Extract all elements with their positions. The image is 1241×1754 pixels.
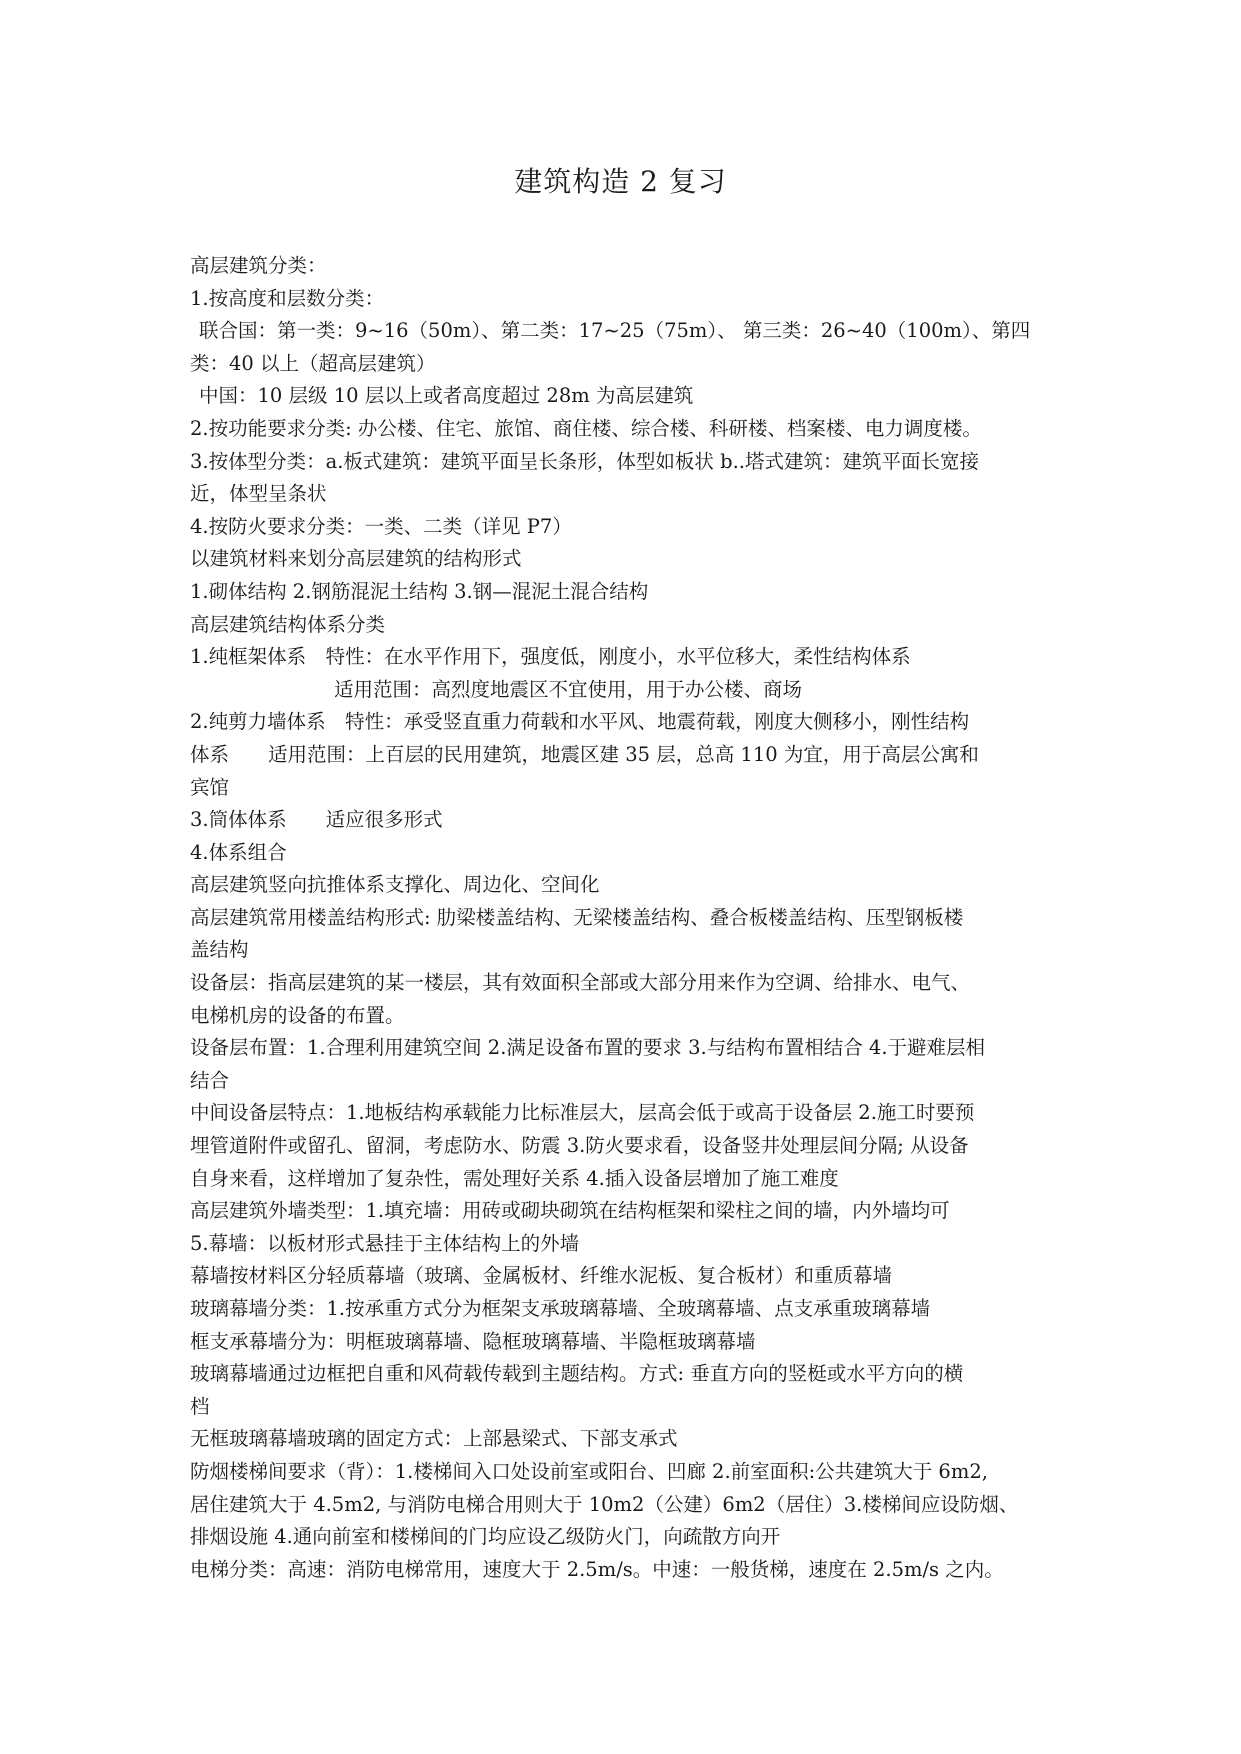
page-title: 建筑构造 2 复习 bbox=[514, 165, 727, 198]
paragraph-line: 联合国：第一类：9~16（50m）、第二类：17~25（75m）、 第三类：26~40（100m）、第四 bbox=[199, 319, 1031, 343]
paragraph-line: 电梯分类：高速：消防电梯常用，速度大于 2.5m/s。中速：一般货梯，速度在 2.5m/s 之内。 bbox=[190, 1557, 1004, 1581]
paragraph-line: 结合 bbox=[190, 1068, 230, 1092]
paragraph-line: 防烟楼梯间要求（背）：1.楼梯间入口处设前室或阳台、凹廊 2.前室面积:公共建筑大于 6m2, bbox=[190, 1459, 988, 1483]
paragraph-line: 埋管道附件或留孔、留洞，考虑防水、防震 3.防火要求看，设备竖井处理层间分隔; 从设备 bbox=[190, 1134, 969, 1158]
paragraph-line: 玻璃幕墙分类：1.按承重方式分为框架支承玻璃幕墙、全玻璃幕墙、点支承重玻璃幕墙 bbox=[190, 1297, 931, 1320]
paragraph-line: 中间设备层特点：1.地板结构承载能力比标准层大，层高会低于或高于设备层 2.施工时要预 bbox=[190, 1101, 975, 1125]
paragraph-line: 设备层布置：1.合理利用建筑空间 2.满足设备布置的要求 3.与结构布置相结合 4.于避难层相 bbox=[190, 1036, 986, 1060]
paragraph-line: 框支承幕墙分为：明框玻璃幕墙、隐框玻璃幕墙、半隐框玻璃幕墙 bbox=[190, 1329, 756, 1353]
paragraph-line: 电梯机房的设备的布置。 bbox=[190, 1003, 405, 1027]
paragraph-line: 幕墙按材料区分轻质幕墙（玻璃、金属板材、纤维水泥板、复合板材）和重质幕墙 bbox=[190, 1264, 893, 1288]
paragraph-line: 3.按体型分类：a.板式建筑：建筑平面呈长条形，体型如板状 b..塔式建筑：建筑平面长宽接 bbox=[190, 449, 980, 473]
paragraph-line: 2.按功能要求分类: 办公楼、住宅、旅馆、商住楼、综合楼、科研楼、档案楼、电力调度楼。 bbox=[190, 416, 982, 440]
paragraph-line: 档 bbox=[190, 1394, 210, 1418]
paragraph-line: 高层建筑常用楼盖结构形式: 肋梁楼盖结构、无梁楼盖结构、叠合板楼盖结构、压型钢板楼 bbox=[190, 905, 964, 929]
paragraph-line: 以建筑材料来划分高层建筑的结构形式 bbox=[190, 547, 522, 571]
paragraph-line: 4.体系组合 bbox=[190, 840, 287, 864]
paragraph-line: 高层建筑结构体系分类 bbox=[190, 612, 386, 636]
paragraph-line: 高层建筑外墙类型：1.填充墙：用砖或砌块砌筑在结构框架和梁柱之间的墙，内外墙均可 bbox=[190, 1199, 950, 1223]
paragraph-line: 1.按高度和层数分类： bbox=[190, 286, 385, 310]
paragraph-line: 体系 适用范围：上百层的民用建筑，地震区建 35 层，总高 110 为宜，用于高层公寓和 bbox=[190, 742, 979, 766]
paragraph-line: 设备层：指高层建筑的某一楼层，其有效面积全部或大部分用来作为空调、给排水、电气、 bbox=[190, 971, 971, 995]
document-body bbox=[190, 250, 1070, 1586]
paragraph-line: 2.纯剪力墙体系 特性：承受竖直重力荷载和水平风、地震荷载，刚度大侧移小，刚性结构 bbox=[190, 710, 970, 734]
paragraph-line: 玻璃幕墙通过边框把自重和风荷载传载到主题结构。方式: 垂直方向的竖梃或水平方向的横 bbox=[190, 1362, 964, 1386]
paragraph-line: 近，体型呈条状 bbox=[190, 482, 327, 506]
paragraph-line: 宾馆 bbox=[190, 775, 230, 799]
paragraph-line: 3.筒体体系 适应很多形式 bbox=[190, 808, 443, 832]
paragraph-line: 1.纯框架体系 特性：在水平作用下，强度低，刚度小，水平位移大，柔性结构体系 bbox=[190, 645, 911, 669]
paragraph-line: 自身来看，这样增加了复杂性，需处理好关系 4.插入设备层增加了施工难度 bbox=[190, 1166, 839, 1190]
paragraph-line: 高层建筑分类： bbox=[190, 254, 327, 277]
paragraph-line: 5.幕墙：以板材形式悬挂于主体结构上的外墙 bbox=[190, 1231, 580, 1255]
paragraph-line: 适用范围：高烈度地震区不宜使用，用于办公楼、商场 bbox=[334, 677, 803, 701]
paragraph-line: 盖结构 bbox=[190, 938, 249, 962]
paragraph-line: 4.按防火要求分类：一类、二类（详见 P7） bbox=[190, 514, 572, 538]
paragraph-line: 无框玻璃幕墙玻璃的固定方式：上部悬梁式、下部支承式 bbox=[190, 1427, 678, 1451]
paragraph-line: 类：40 以上（超高层建筑） bbox=[190, 351, 436, 375]
paragraph-line: 排烟设施 4.通向前室和楼梯间的门均应设乙级防火门，向疏散方向开 bbox=[190, 1525, 781, 1549]
paragraph-line: 高层建筑竖向抗推体系支撑化、周边化、空间化 bbox=[190, 873, 600, 897]
paragraph-line: 中国：10 层级 10 层以上或者高度超过 28m 为高层建筑 bbox=[199, 384, 694, 408]
paragraph-line: 1.砌体结构 2.钢筋混泥土结构 3.钢—混泥土混合结构 bbox=[190, 579, 649, 603]
paragraph-line: 居住建筑大于 4.5m2, 与消防电梯合用则大于 10m2（公建）6m2（居住）3.楼梯间应设防烟、 bbox=[190, 1492, 1019, 1516]
